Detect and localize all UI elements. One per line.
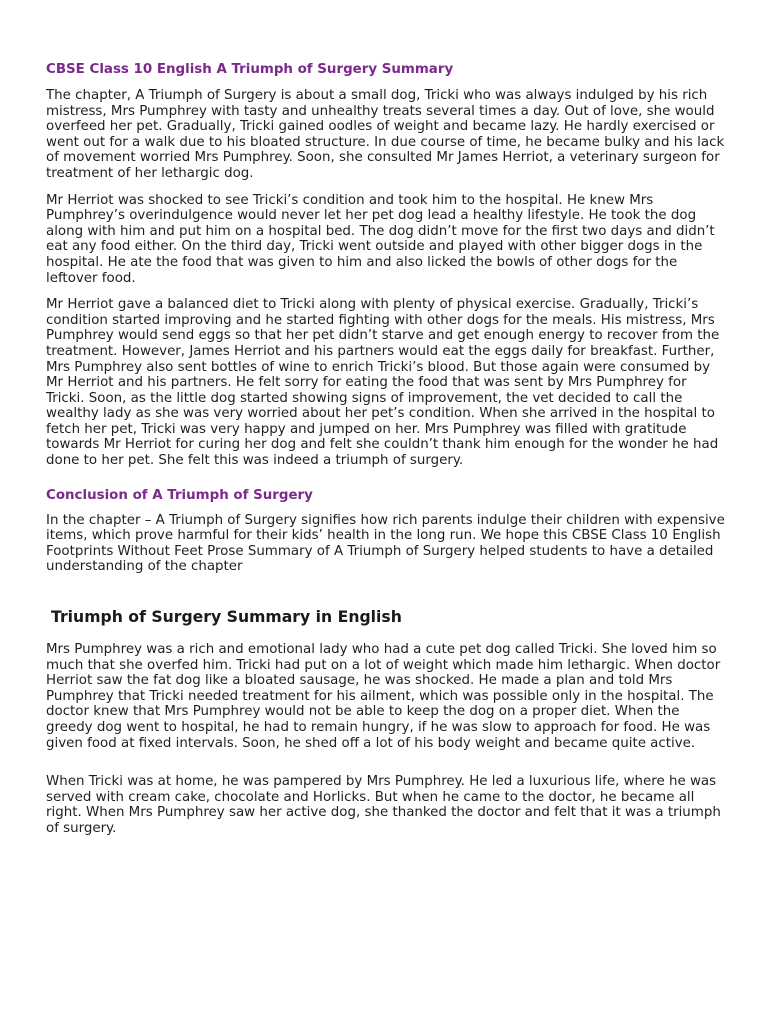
summary-paragraph-2: Mr Herriot was shocked to see Tricki’s condition and took him to the hospital. He knew Mrs Pumphrey’s overindulgence would never let her pet dog lead a healthy lifestyle. He took the dog along with him and put him on a hospital bed. The dog didn’t move for the first two days and didn’t eat any food either. On the third day, Tricki went outside and played with other bigger dogs in the hospital. He ate the food that was given to him and also licked the bowls of other dogs for the leftover food. (46, 192, 715, 286)
document-page (46, 60, 726, 837)
summary-paragraph-1: The chapter, A Triumph of Surgery is about a small dog, Tricki who was always indulged by his rich mistress, Mrs Pumphrey with tasty and unhealthy treats several times a day. Out of love, she would overfeed her pet. Gradually, Tricki gained oodles of weight and became lazy. He hardly exercised or went out for a walk due to his bloated structure. In due course of time, he became bulky and his lack of movement worried Mrs Pumphrey. Soon, she consulted Mr James Herriot, a veterinary surgeon for treatment of her lethargic dog. (46, 88, 725, 181)
conclusion-paragraph: In the chapter – A Triumph of Surgery signifies how rich parents indulge their children with expensive items, which prove harmful for their kids’ health in the long run. We hope this CBSE Class 10 English Footprints Without Feet Prose Summary of A Triumph of Surgery helped students to have a detailed understanding of the chapter (46, 512, 725, 575)
english-summary-heading: Triumph of Surgery Summary in English (51, 607, 402, 627)
english-summary-paragraph-2: When Tricki was at home, he was pampered by Mrs Pumphrey. He led a luxurious life, where he was served with cream cake, chocolate and Horlicks. But when he came to the doctor, he became all right. When Mrs Pumphrey saw her active dog, she thanked the doctor and felt that it was a triumph of surgery. (46, 774, 721, 836)
summary-paragraph-3: Mr Herriot gave a balanced diet to Tricki along with plenty of physical exercise. Gradually, Tricki’s condition started improving and he started fighting with other dogs for the meals. His mistress, Mrs Pumphrey would send eggs so that her pet didn’t starve and get enough energy to recover from the treatment. However, James Herriot and his partners would eat the eggs daily for breakfast. Further, Mrs Pumphrey also sent bottles of wine to enrich Tricki’s blood. But those again were consumed by Mr Herriot and his partners. He felt sorry for eating the food that was sent by Mrs Pumphrey for Tricki. Soon, as the little dog started showing signs of improvement, the vet decided to call the wealthy lady as she was very worried about her pet’s condition. When she arrived in the hospital to fetch her pet, Tricki was very happy and jumped on her. Mrs Pumphrey was filled with gratitude towards Mr Herriot for curing her dog and felt she couldn’t thank him enough for the wonder he had done to her pet. She felt this was indeed a triumph of surgery. (46, 297, 720, 469)
conclusion-heading: Conclusion of A Triumph of Surgery (46, 487, 313, 503)
english-summary-paragraph-1: Mrs Pumphrey was a rich and emotional lady who had a cute pet dog called Tricki. She loved him so much that she overfed him. Tricki had put on a lot of weight which made him lethargic. When doctor Herriot saw the fat dog like a bloated sausage, he was shocked. He made a plan and told Mrs Pumphrey that Tricki needed treatment for his ailment, which was possible only in the hospital. The doctor knew that Mrs Pumphrey would not be able to keep the dog on a proper diet. When the greedy dog went to hospital, he had to remain hungry, if he was slow to approach for food. He was given food at fixed intervals. Soon, he shed off a lot of his body weight and became quite active. (46, 642, 721, 751)
page-title: CBSE Class 10 English A Triumph of Surgery Summary (46, 62, 454, 77)
